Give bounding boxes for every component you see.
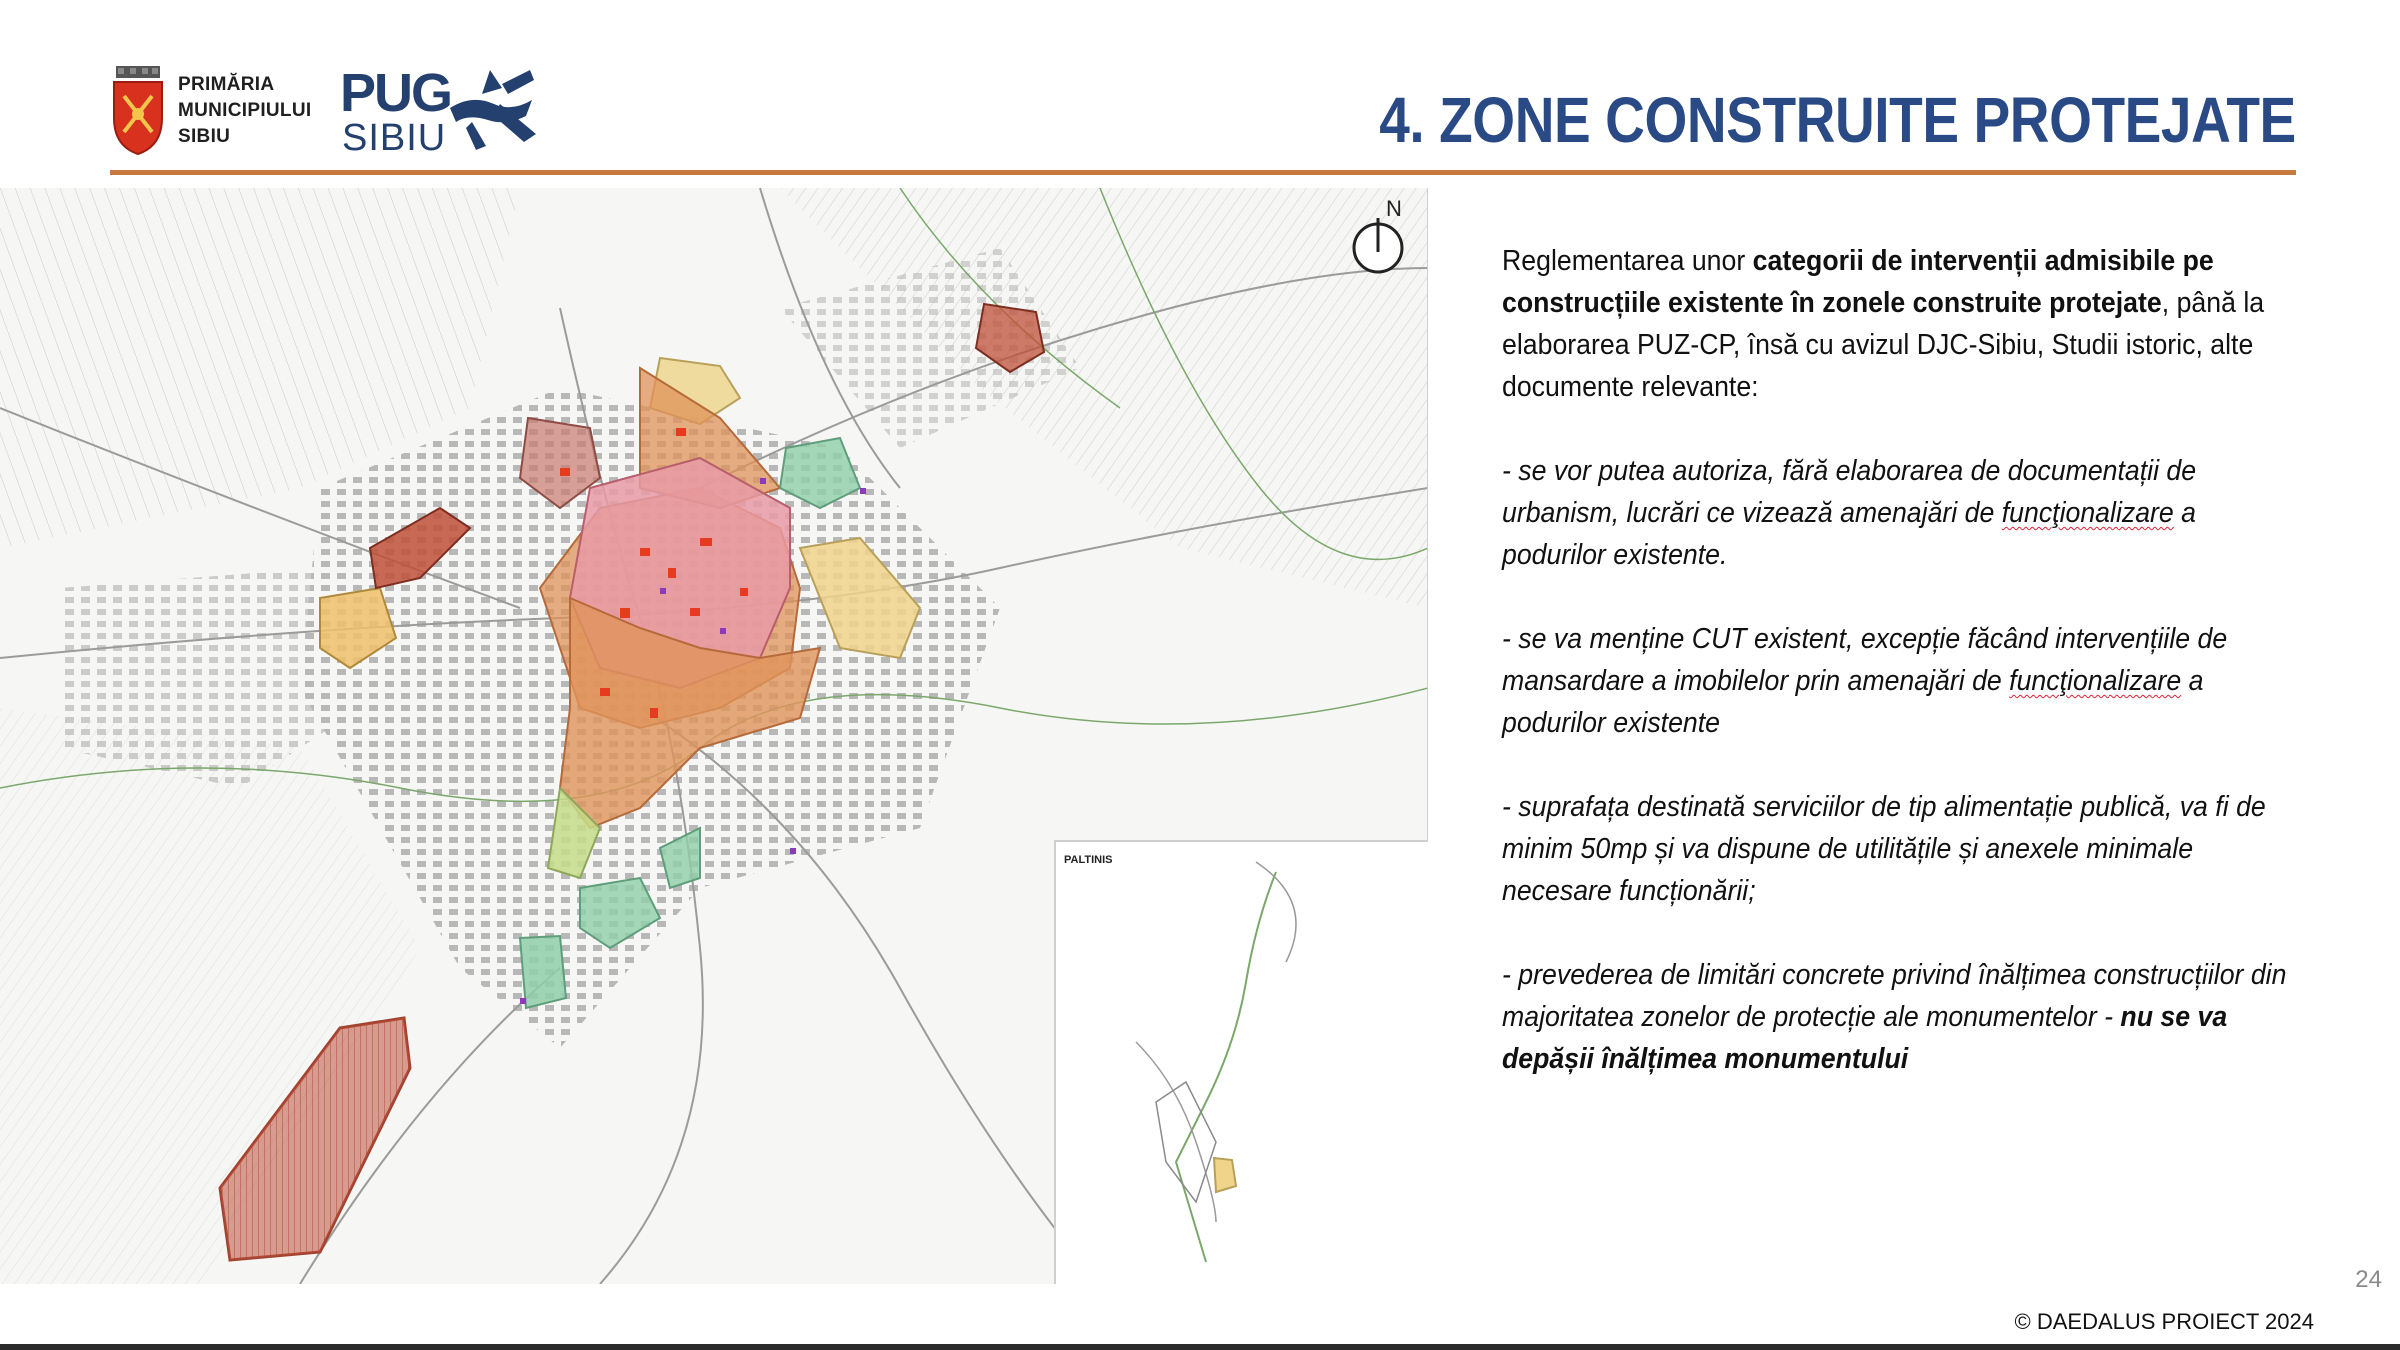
bullet-2: [1502, 618, 2293, 744]
logo-mark-icon: [442, 64, 542, 154]
zone-green-south-3: [520, 936, 566, 1008]
regulation-text: [1502, 240, 2292, 1122]
north-arrow: [1344, 196, 1412, 282]
bottom-border: [0, 1344, 2400, 1350]
logo-word: PUG: [340, 63, 452, 123]
slide-title: 4. ZONE CONSTRUITE PROTEJATE: [1379, 84, 2296, 156]
institution-line-1: PRIMĂRIA: [178, 74, 275, 95]
bullet-1: [1502, 450, 2293, 576]
bullet-2-tail: a podurilor existente: [1502, 665, 2204, 739]
bullet-2-flagged-word: funcţionalizare: [2009, 665, 2182, 697]
intro-tail: , până la elaborarea PUZ-CP, însă cu avizul DJC-Sibiu, Studii istoric, alte documente relevante:: [1502, 287, 2265, 403]
paltinis-inset-map: [1054, 840, 1428, 1284]
sibiu-crest-logo: [110, 66, 166, 156]
inset-label: PALTINIS: [1064, 854, 1113, 866]
institution-name: [178, 72, 311, 150]
bullet-4: [1502, 954, 2293, 1080]
bullet-2-lead: - se va menține CUT existent, excepție făcând intervențiile de mansardare a imobilelor prin amenajări de: [1502, 623, 2228, 697]
intro-emphasis: categorii de intervenții admisibile pe construcțiile existente în zonele construite protejate: [1502, 245, 2214, 319]
intro-paragraph: [1502, 240, 2293, 408]
inset-drawing: [1056, 842, 1430, 1286]
bullet-1-tail: a podurilor existente.: [1502, 497, 2197, 571]
pug-sibiu-logo: [340, 62, 540, 162]
copyright-notice: © DAEDALUS PROIECT 2024: [2014, 1309, 2314, 1334]
bullet-3: - suprafața destinată serviciilor de tip alimentație publică, va fi de minim 50mp și va dispune de utilitățile și anexele minimale necesare funcționării;: [1502, 791, 2266, 907]
bullet-1-lead: - se vor putea autoriza, fără elaborarea de documentații de urbanism, lucrări ce vizează amenajări de: [1502, 455, 2197, 529]
bullet-1-flagged-word: funcţionalizare: [2001, 497, 2174, 529]
title-divider: [110, 170, 2296, 175]
institution-line-2: MUNICIPIULUI: [178, 100, 312, 121]
north-label: N: [1386, 196, 1402, 221]
bullet-4-emphasis: nu se va depășii înălțimea monumentului: [1502, 1001, 2228, 1075]
intro-lead: Reglementarea unor: [1502, 245, 1753, 277]
page-number: 24: [2355, 1266, 2382, 1293]
institution-line-3: SIBIU: [178, 126, 231, 147]
bullet-4-lead: - prevederea de limitări concrete privind înălțimea construcțiilor din majoritatea zonelor de protecție ale monumentelor -: [1502, 959, 2287, 1033]
logo-city: SIBIU: [342, 117, 447, 159]
